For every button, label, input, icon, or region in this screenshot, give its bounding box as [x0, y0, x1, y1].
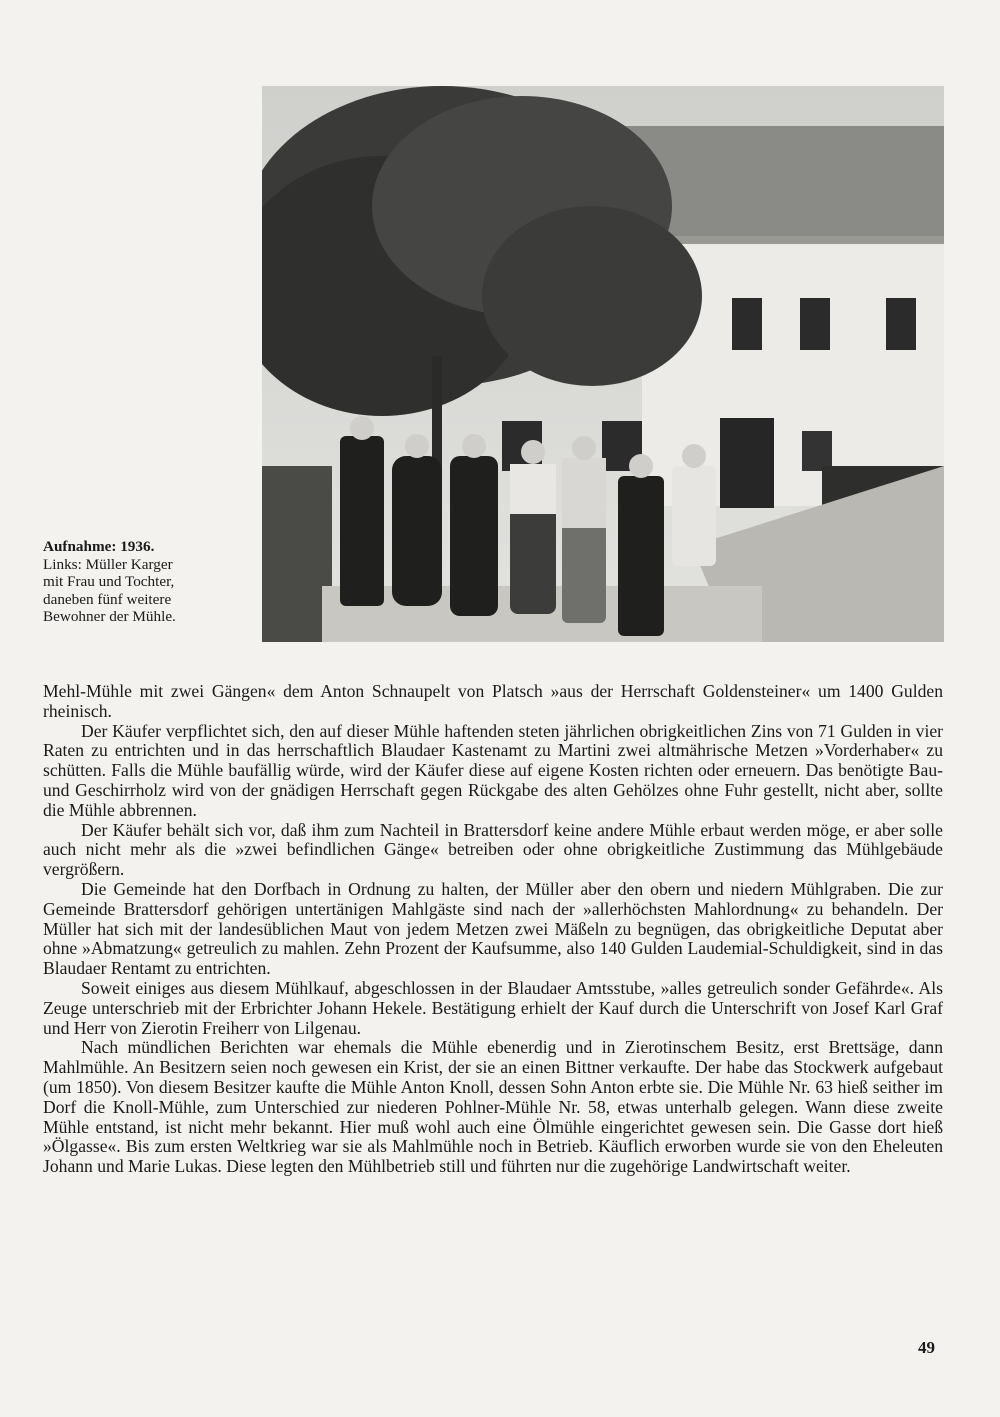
body-text: [43, 682, 943, 1177]
caption-line: daneben fünf weitere: [43, 590, 172, 608]
paragraph: Die Gemeinde hat den Dorfbach in Ordnung zu halten, der Müller aber den obern und niedern Mühlgraben. Die zur Gemeinde Brattersdorf gehörigen untertänigen Mahlgäste sind nach der »allerhöchsten Mahlordnung« zu behandeln. Der Müller hat sich mit der landesüblichen Maut von jedem Metzen zwei Mäßeln zu begnügen, das obrigkeitliche Deputat aber ohne »Abmatzung« getreulich zu mahlen. Zehn Prozent der Kaufsumme, also 140 Gulden Laudemial-Schuldigkeit, sind in das Blaudaer Rentamt zu entrichten.: [43, 878, 943, 979]
paragraph: Mehl-Mühle mit zwei Gängen« dem Anton Schnaupelt von Platsch »aus der Herrschaft Goldensteiner« um 1400 Gulden rheinisch.: [43, 681, 943, 721]
caption-line: Bewohner der Mühle.: [43, 608, 176, 626]
photo-caption: [43, 538, 258, 626]
paragraph: Der Käufer verpflichtet sich, den auf dieser Mühle haftenden steten jährlichen obrigkeitlichen Zins von 71 Gulden in vier Raten zu entrichten und in das herrschaftlich Blaudaer Kastenamt zu Martini zwei altmährische Metzen »Vorderhaber« zu schütten. Falls die Mühle baufällig würde, wird der Käufer diese auf eigene Kosten richten oder erneuern. Das benötigte Bau- und Geschirrholz wird von der gnädigen Herrschaft gegen Rückgabe des alten Gehölzes ohne Fuhr gestellt, nicht aber, sollte die Mühle abbrennen.: [43, 720, 943, 820]
paragraph: Der Käufer behält sich vor, daß ihm zum Nachteil in Brattersdorf keine andere Mühle erbaut werden möge, er aber solle auch nicht mehr als die »zwei befindlichen Gänge« betreiben oder ohne obrigkeitliche Zustimmung das Mühlgebäude vergrößern.: [43, 819, 943, 880]
caption-line: mit Frau und Tochter,: [43, 573, 175, 591]
photograph-icon: [262, 86, 944, 642]
page-number: 49: [918, 1338, 935, 1357]
caption-title: Aufnahme: 1936.: [43, 538, 155, 555]
paragraph: Nach mündlichen Berichten war ehemals die Mühle ebenerdig und in Zierotinschem Besitz, erst Brettsäge, dann Mahlmühle. An Besitzern seien noch gewesen ein Krist, der sie an einen Bittner verkaufte. Der habe das Stockwerk aufgebaut (um 1850). Von diesem Besitzer kaufte die Mühle Anton Knoll, dessen Sohn Anton erbte sie. Die Mühle Nr. 63 hieß seither im Dorf die Knoll-Mühle, zum Unterschied zur niederen Pohlner-Mühle Nr. 58, etwas unterhalb gelegen. Wann diese zweite Mühle entstand, ist nicht mehr bekannt. Hier muß wohl auch eine Ölmühle eingerichtet gewesen sein. Die Gasse dort hieß »Ölgasse«. Bis zum ersten Weltkrieg war sie als Mahlmühle noch in Betrieb. Käuflich erworben wurde sie von den Eheleuten Johann und Marie Lukas. Diese legten den Mühlbetrieb still und führten nur die zugehörige Landwirtschaft weiter.: [43, 1037, 943, 1177]
caption-line: Links: Müller Karger: [43, 555, 173, 573]
paragraph: Soweit einiges aus diesem Mühlkauf, abgeschlossen in der Blaudaer Amtsstube, »alles getreulich sonder Gefährde«. Als Zeuge unterschrieb mit der Erbrichter Johann Hekele. Bestätigung erhielt der Kauf durch die Unterschrift von Josef Karl Graf und Herr von Zierotin Freiherr von Lilgenau.: [43, 977, 943, 1038]
mill-photograph: [262, 86, 944, 642]
